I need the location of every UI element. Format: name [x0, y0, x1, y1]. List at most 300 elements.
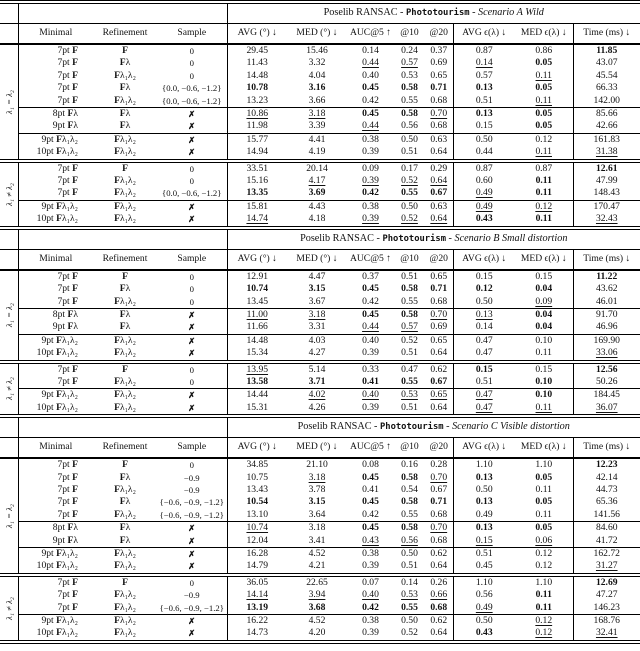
table-title [227, 229, 640, 249]
data-cell: 0.87 [475, 45, 493, 56]
group-label-text: λ₁ = λ₂ [3, 303, 14, 328]
data-cell: 0.45 [347, 308, 394, 321]
table-row [0, 458, 640, 471]
column-header: MED ϵ(λ) ↓ [515, 249, 573, 270]
data-cell: 0.28 [425, 458, 453, 471]
table-title [227, 4, 640, 24]
table-row [0, 509, 640, 522]
data-cell: Fλ₁λ₂ [114, 508, 136, 520]
data-cell: 7pt F [57, 45, 78, 56]
spacer-cell [18, 4, 227, 24]
group-label-text: λ₁ ≠ λ₂ [3, 182, 14, 206]
data-cell: 10pt Fλ₁λ₂ [36, 347, 78, 359]
data-cell: 14.48 [246, 69, 269, 81]
data-cell: 3.18 [308, 471, 326, 483]
data-cell: 12.61 [595, 162, 618, 174]
column-header: Time (ms) ↓ [573, 438, 640, 459]
data-cell: ✗ [157, 120, 227, 133]
data-cell: 0.39 [362, 146, 379, 158]
data-cell: 9pt Fλ₁λ₂ [18, 615, 93, 628]
data-cell: 7pt F [57, 483, 78, 495]
data-cell: 46.96 [595, 321, 618, 333]
data-cell: 0.15 [515, 363, 573, 376]
data-cell: 32.43 [595, 213, 618, 225]
results-table-3 [0, 414, 640, 644]
data-cell: 0 [157, 363, 227, 376]
data-cell: 0.50 [394, 615, 425, 628]
table-row [0, 496, 640, 508]
data-cell: 0 [157, 296, 227, 309]
data-cell: {−0.6, −0.9, −1.2} [157, 509, 227, 522]
data-cell: 4.18 [308, 213, 326, 225]
data-cell: 10pt Fλ₁λ₂ [36, 401, 78, 413]
data-cell: 0.55 [401, 508, 418, 520]
data-cell: 36.07 [595, 401, 618, 413]
data-cell: 0 [157, 57, 227, 69]
data-cell: 11.85 [596, 45, 618, 56]
data-cell: 3.67 [308, 295, 326, 307]
data-cell: Fλ₁λ₂ [114, 146, 136, 158]
data-cell: 7pt F [57, 496, 78, 508]
data-cell: 0.39 [362, 347, 379, 359]
data-cell: 0.38 [347, 548, 394, 561]
column-header: MED (°) ↓ [287, 24, 347, 45]
data-cell: 0.04 [515, 308, 573, 321]
data-cell: 0.68 [425, 602, 453, 615]
column-header: Refinement [93, 24, 157, 45]
table-row [0, 175, 640, 187]
data-cell: 47.99 [595, 175, 618, 187]
table-row [0, 402, 640, 414]
column-header: Minimal [18, 24, 93, 45]
data-cell: 0.12 [475, 283, 493, 295]
group-label [0, 576, 18, 640]
data-cell: 31.38 [595, 146, 618, 158]
data-cell: 0.26 [425, 576, 453, 589]
data-cell: 0.09 [515, 296, 573, 309]
data-cell: 0.24 [401, 45, 418, 56]
data-cell: 0.51 [401, 401, 418, 413]
column-header: AVG (°) ↓ [227, 438, 287, 459]
data-cell: {0.0, −0.6, −1.2} [157, 187, 227, 200]
data-cell: Fλ [119, 82, 131, 94]
data-cell: 65.36 [595, 496, 618, 508]
data-cell: 13.10 [246, 508, 269, 520]
data-cell: 0.49 [475, 187, 493, 199]
data-cell: 0.11 [515, 70, 573, 82]
data-cell: 10pt Fλ₁λ₂ [36, 560, 78, 572]
data-cell: 0.55 [401, 295, 418, 307]
data-cell: {−0.6, −0.9, −1.2} [157, 602, 227, 615]
column-header: AVG ϵ(λ) ↓ [453, 24, 515, 45]
data-cell: 0.12 [515, 200, 573, 213]
data-cell: 14.44 [227, 389, 287, 402]
table-row [0, 57, 640, 69]
data-cell: 0 [157, 70, 227, 82]
data-cell: 13.45 [246, 295, 269, 307]
data-cell: 0.11 [515, 589, 573, 601]
data-cell: 3.31 [308, 321, 326, 333]
data-cell: 0.65 [425, 389, 453, 402]
data-cell: 9pt Fλ₁λ₂ [18, 133, 93, 146]
data-cell: 0.15 [515, 270, 573, 283]
data-cell: 0.44 [362, 57, 379, 69]
data-cell: 0.07 [362, 576, 379, 588]
data-cell: F [122, 270, 128, 282]
data-cell: 0.39 [362, 213, 379, 225]
column-header: MED ϵ(λ) ↓ [515, 438, 573, 459]
data-cell: 13.43 [246, 483, 269, 495]
data-cell: 4.52 [287, 615, 347, 628]
data-cell: 4.04 [308, 69, 326, 81]
table-header-row [0, 249, 640, 270]
data-cell: 0.49 [475, 508, 493, 520]
data-cell: 142.00 [593, 94, 620, 106]
table-row [0, 363, 640, 376]
data-cell: 0.37 [425, 44, 453, 57]
data-cell: 0.39 [362, 401, 379, 413]
column-header: Minimal [18, 438, 93, 459]
data-cell: 0.49 [453, 200, 515, 213]
column-header: Sample [157, 249, 227, 270]
data-cell: 0.15 [475, 363, 493, 375]
data-cell: 0.58 [394, 522, 425, 535]
data-cell: 0.11 [515, 187, 573, 200]
data-cell: 43.07 [595, 57, 618, 69]
data-cell: Fλ₁λ₂ [114, 589, 136, 601]
table-row [0, 283, 640, 295]
data-cell: 7pt F [57, 82, 78, 94]
title-dash: - [469, 7, 479, 19]
data-cell: 9pt Fλ₁λ₂ [18, 200, 93, 213]
data-cell: 0.04 [515, 321, 573, 334]
column-header: @20 [425, 438, 453, 459]
data-cell: 0.70 [425, 472, 453, 484]
data-cell: 0.51 [475, 375, 493, 387]
data-cell: 9pt Fλ₁λ₂ [18, 334, 93, 347]
data-cell: {0.0, −0.6, −1.2} [157, 82, 227, 94]
data-cell: F [122, 576, 128, 588]
data-cell: 0.04 [515, 283, 573, 295]
data-cell: Fλ [119, 283, 131, 295]
data-cell: 50.26 [595, 375, 618, 387]
data-cell: 4.20 [308, 627, 326, 639]
data-cell: 0.13 [475, 496, 493, 508]
data-cell: 0.50 [453, 133, 515, 146]
table-row [0, 560, 640, 573]
data-cell: 84.60 [573, 522, 640, 535]
column-header: MED (°) ↓ [287, 249, 347, 270]
data-cell: 15.81 [227, 200, 287, 213]
results-table-1 [0, 0, 640, 226]
data-cell: ✗ [157, 308, 227, 321]
data-cell: 168.76 [573, 615, 640, 628]
data-cell: 0.08 [362, 459, 379, 471]
group-label-text: λ₁ = λ₂ [3, 503, 14, 529]
column-header: AVG (°) ↓ [227, 24, 287, 45]
data-cell: 0.29 [425, 162, 453, 175]
data-cell: 0.12 [515, 548, 573, 561]
data-cell: 14.48 [227, 334, 287, 347]
column-header: AUC@5 ↑ [347, 24, 394, 45]
data-cell: 3.94 [308, 589, 326, 601]
title-scenario: Scenario B Small distortion [454, 232, 568, 244]
table-row [0, 70, 640, 82]
data-cell: Fλ₁λ₂ [114, 375, 136, 387]
data-cell: 0.13 [475, 82, 493, 94]
data-cell: 43.62 [595, 283, 618, 295]
table-row [0, 627, 640, 640]
data-cell: 0.05 [515, 522, 573, 535]
data-cell: F [122, 363, 128, 375]
data-cell: 0.05 [515, 120, 573, 133]
data-cell: 0.69 [425, 57, 453, 69]
data-cell: 0.15 [475, 534, 493, 546]
data-cell: Fλ [119, 471, 131, 483]
data-cell: 1.10 [475, 459, 493, 471]
data-cell: 0 [157, 162, 227, 175]
data-cell: 7pt F [57, 459, 78, 471]
data-cell: Fλ₁λ₂ [114, 69, 136, 81]
column-header: Sample [157, 438, 227, 459]
title-prefix: Poselib RANSAC - [323, 7, 406, 19]
data-cell: Fλ₁λ₂ [114, 560, 136, 572]
table-row [0, 484, 640, 496]
data-cell: 0.67 [425, 376, 453, 389]
data-cell: Fλ₁λ₂ [114, 483, 136, 495]
data-cell: 0.51 [453, 548, 515, 561]
table-row [0, 133, 640, 146]
data-cell: 4.43 [287, 200, 347, 213]
data-cell: 0.15 [475, 270, 493, 282]
column-header: @10 [394, 249, 425, 270]
data-cell: 0.38 [347, 133, 394, 146]
data-cell: F [122, 459, 128, 471]
data-cell: Fλ [93, 522, 157, 535]
data-cell: 0.69 [425, 321, 453, 334]
column-header: AVG ϵ(λ) ↓ [453, 438, 515, 459]
data-cell: 66.33 [595, 82, 618, 94]
table-row [0, 308, 640, 321]
data-cell: 0.45 [362, 496, 379, 508]
data-cell: 0.14 [401, 576, 418, 588]
data-cell: 0.13 [475, 471, 493, 483]
group-label [0, 270, 18, 360]
data-cell: 0.57 [475, 69, 493, 81]
data-cell: 0.11 [515, 347, 573, 360]
table-row [0, 602, 640, 615]
spacer-cell [0, 4, 18, 24]
data-cell: 0.62 [425, 363, 453, 376]
data-cell: 0.43 [475, 627, 493, 639]
data-cell: Fλ₁λ₂ [114, 213, 136, 225]
title-prefix: Poselib RANSAC - [300, 232, 383, 244]
data-cell: 7pt F [57, 471, 78, 483]
data-cell: 1.10 [515, 576, 573, 589]
data-cell: 0.68 [425, 535, 453, 548]
data-cell: 42.66 [595, 120, 618, 132]
data-cell: 0.12 [515, 627, 573, 640]
table-row [0, 347, 640, 360]
data-cell: 0.38 [347, 615, 394, 628]
data-cell: −0.9 [157, 472, 227, 484]
title-dataset: Phototourism [382, 233, 446, 244]
table-row [0, 200, 640, 213]
table-row [0, 321, 640, 334]
data-cell: 0.68 [425, 296, 453, 309]
table-row [0, 44, 640, 57]
data-cell: ✗ [157, 535, 227, 548]
data-cell: 0.39 [362, 175, 379, 187]
data-cell: 0 [157, 283, 227, 295]
column-header: AVG ϵ(λ) ↓ [453, 249, 515, 270]
data-cell: 12.04 [246, 534, 269, 546]
data-cell: 46.01 [595, 295, 618, 307]
data-cell: 0.42 [362, 94, 379, 106]
data-cell: 0.58 [401, 471, 418, 483]
data-cell: 0.58 [401, 283, 418, 295]
data-cell: 10.86 [227, 108, 287, 121]
data-cell: 0.67 [425, 187, 453, 200]
data-cell: 0 [157, 376, 227, 389]
data-cell: 29.45 [246, 45, 269, 56]
table-row [0, 535, 640, 548]
data-cell: 4.03 [287, 334, 347, 347]
table-row [0, 82, 640, 94]
data-cell: 21.10 [306, 459, 328, 471]
data-cell: 14.73 [246, 627, 269, 639]
data-cell: 0.87 [475, 162, 493, 174]
data-cell: 0.42 [362, 508, 379, 520]
data-cell: Fλ₁λ₂ [114, 94, 136, 106]
data-cell: 0.55 [401, 601, 418, 613]
data-cell: 12.91 [246, 270, 269, 282]
data-cell: 0.70 [425, 522, 453, 535]
data-cell: 170.47 [573, 200, 640, 213]
title-dataset: Phototourism [405, 8, 470, 19]
data-cell: 0.64 [425, 560, 453, 573]
data-cell: 0.70 [425, 108, 453, 121]
data-cell: 3.18 [287, 108, 347, 121]
data-cell: 33.51 [246, 162, 269, 174]
title-dataset: Phototourism [380, 422, 444, 433]
data-cell: 32.41 [595, 627, 618, 639]
data-cell: 0.71 [425, 82, 453, 94]
data-cell: 0.11 [515, 95, 573, 108]
table-row [0, 162, 640, 175]
data-cell: 0 [157, 270, 227, 283]
data-cell: 16.28 [227, 548, 287, 561]
data-cell: 0.39 [362, 627, 379, 639]
data-cell: 10pt Fλ₁λ₂ [36, 213, 78, 225]
data-cell: 0.14 [475, 57, 493, 69]
data-cell: 0.51 [401, 347, 418, 359]
data-cell: 0.39 [362, 560, 379, 572]
data-cell: 7pt F [57, 283, 78, 295]
data-cell: 0.47 [401, 363, 418, 375]
table-row [0, 615, 640, 628]
data-cell: 0.40 [347, 389, 394, 402]
data-cell: 0.53 [401, 69, 418, 81]
data-cell: 0.58 [394, 108, 425, 121]
data-cell: 0.40 [362, 69, 379, 81]
data-cell: 42.14 [595, 471, 618, 483]
table-header-row [0, 438, 640, 459]
data-cell: 0.52 [401, 213, 418, 225]
data-cell: 0.50 [394, 133, 425, 146]
data-cell: 0.16 [401, 459, 418, 471]
data-cell: 1.10 [515, 458, 573, 471]
data-cell: 11.66 [246, 321, 268, 333]
data-cell: 0 [157, 576, 227, 589]
data-cell: 10.54 [246, 496, 269, 508]
data-cell: 4.52 [287, 548, 347, 561]
data-cell: Fλ₁λ₂ [114, 401, 136, 413]
column-header: AUC@5 ↑ [347, 438, 394, 459]
data-cell: 0.60 [475, 175, 493, 187]
data-cell: 0.47 [475, 401, 493, 413]
column-header: @10 [394, 438, 425, 459]
data-cell: 0.44 [362, 321, 379, 333]
group-label-text: λ₁ ≠ λ₂ [3, 596, 14, 620]
data-cell: 14.74 [246, 213, 269, 225]
table-title-row [0, 229, 640, 249]
table-row [0, 187, 640, 200]
data-cell: Fλ₁λ₂ [93, 334, 157, 347]
data-cell: 10.75 [246, 471, 269, 483]
results-table-2 [0, 226, 640, 414]
data-cell: 0.05 [515, 82, 573, 94]
data-cell: 15.31 [246, 401, 269, 413]
data-cell: 5.14 [308, 363, 326, 375]
data-cell: 184.45 [573, 389, 640, 402]
title-dash: - [446, 232, 455, 244]
data-cell: 0.17 [401, 162, 418, 174]
data-cell: Fλ [119, 496, 131, 508]
data-cell: 9pt Fλ [52, 534, 78, 546]
data-cell: 0.55 [401, 375, 418, 387]
data-cell: 7pt F [57, 270, 78, 282]
title-scenario: Scenario A Wild [478, 7, 544, 19]
data-cell: {0.0, −0.6, −1.2} [157, 95, 227, 108]
data-cell: 14.79 [246, 560, 269, 572]
data-cell: 13.35 [246, 187, 269, 199]
data-cell: ✗ [157, 389, 227, 402]
data-cell: 0.12 [515, 560, 573, 573]
data-cell: 12.69 [595, 576, 618, 588]
data-cell: 162.72 [573, 548, 640, 561]
table-header-row [0, 24, 640, 45]
data-cell: Fλ₁λ₂ [93, 548, 157, 561]
data-cell: Fλ₁λ₂ [93, 133, 157, 146]
data-cell: 3.41 [308, 534, 326, 546]
data-cell: Fλ₁λ₂ [93, 389, 157, 402]
data-cell: 7pt F [57, 162, 78, 174]
data-cell: 0.10 [515, 389, 573, 402]
data-cell: 8pt Fλ [18, 108, 93, 121]
data-cell: ✗ [157, 321, 227, 334]
data-cell: 0.15 [475, 120, 493, 132]
data-cell: 0 [157, 44, 227, 57]
data-cell: 0.51 [401, 270, 418, 282]
data-cell: 0.11 [515, 175, 573, 187]
data-cell: Fλ₁λ₂ [93, 200, 157, 213]
data-cell: 7pt F [57, 363, 78, 375]
data-cell: 13.95 [246, 363, 269, 375]
data-cell: 10.74 [227, 522, 287, 535]
data-cell: 0.51 [401, 146, 418, 158]
data-cell: 36.05 [246, 576, 269, 588]
